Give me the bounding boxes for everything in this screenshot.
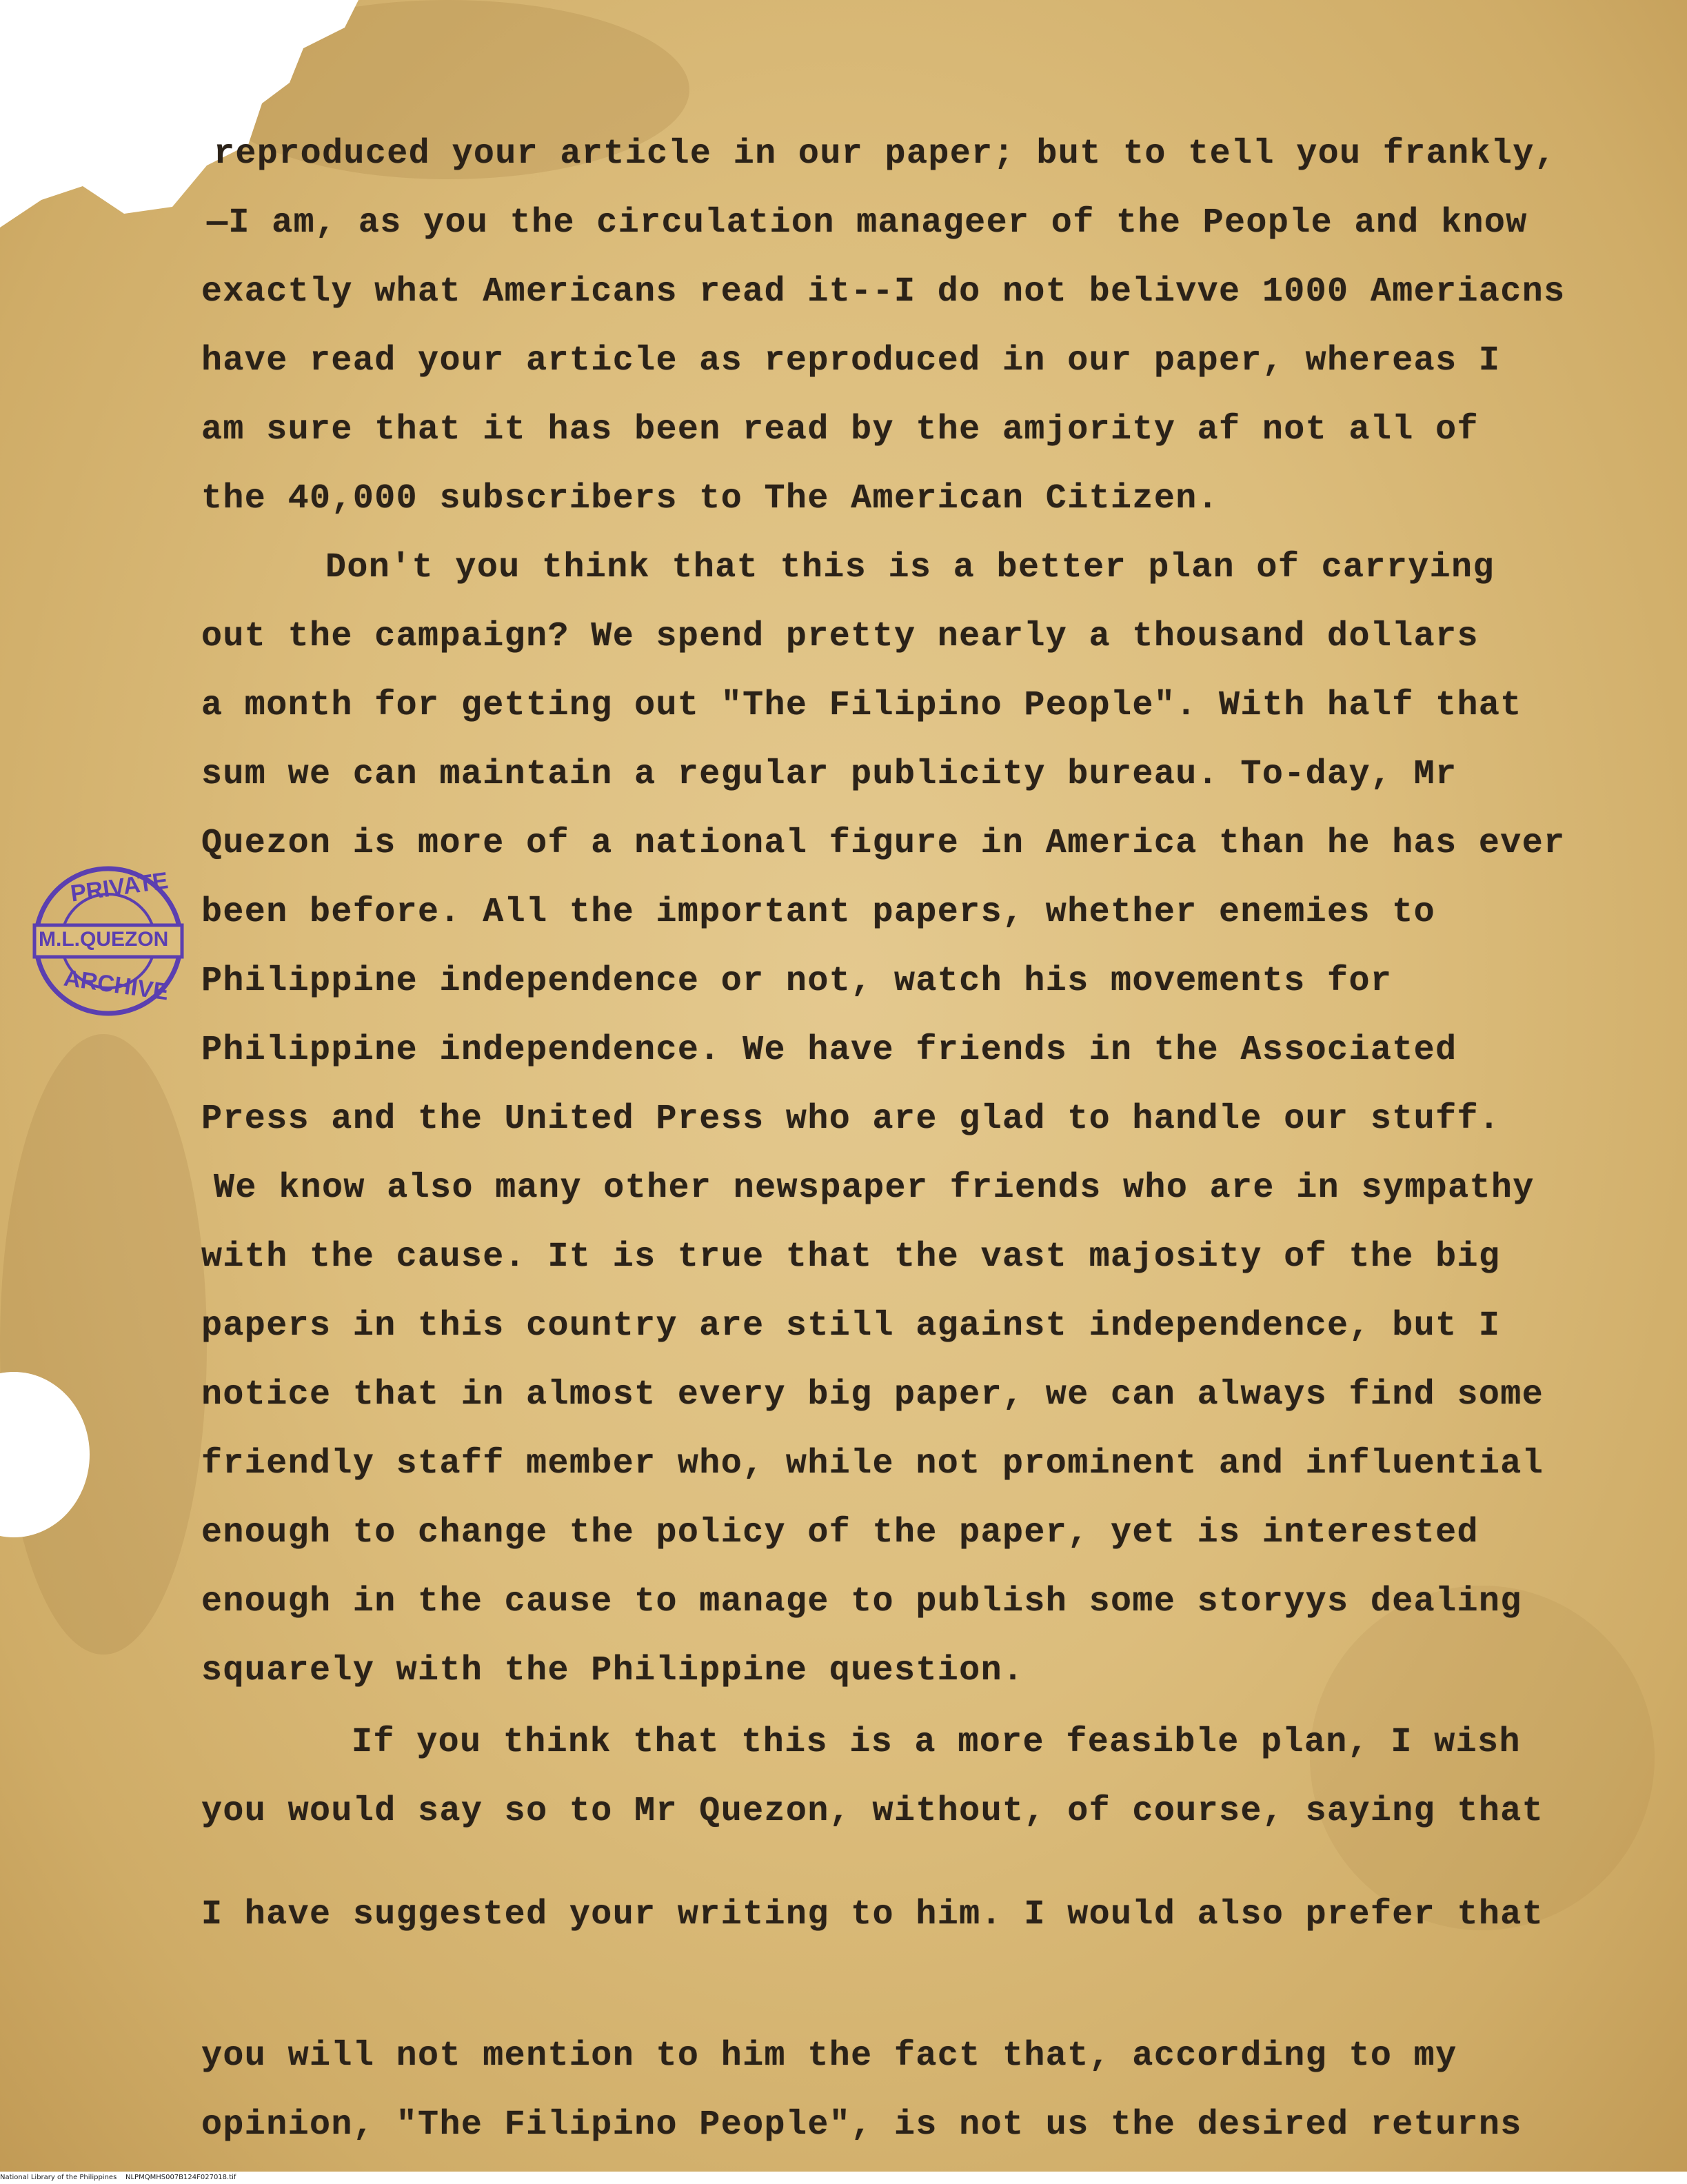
stamp-top-text: PRIVATE — [68, 867, 170, 907]
scan-footer — [0, 2172, 1687, 2184]
text-line: papers in this country are still against independence, but I — [201, 1306, 1501, 1346]
stamp-center-text: M.L.QUEZON — [39, 928, 169, 951]
text-line: Quezon is more of a national figure in America than he has ever — [201, 824, 1566, 863]
text-line: friendly staff member who, while not prominent and influential — [201, 1444, 1544, 1484]
text-line: enough to change the policy of the paper, yet is interested — [201, 1513, 1479, 1553]
text-line: notice that in almost every big paper, we can always find some — [201, 1375, 1544, 1415]
text-line: squarely with the Philippine question. — [201, 1651, 1024, 1690]
text-line: you would say so to Mr Quezon, without, of course, saying that — [201, 1792, 1544, 1831]
text-line: with the cause. It is true that the vast majosity of the big — [201, 1237, 1501, 1277]
stamp-bottom-text: ARCHIVE — [62, 964, 171, 1006]
text-line: Philippine independence. We have friends in the Associated — [201, 1031, 1457, 1070]
text-line: We know also many other newspaper friends who are in sympathy — [214, 1169, 1535, 1208]
text-line: Don't you think that this is a better plan of carrying — [325, 548, 1495, 587]
text-line: If you think that this is a more feasible plan, I wish — [352, 1723, 1521, 1762]
footer-file-id: NLPMQMHS007B124F027018.tif — [125, 2174, 236, 2181]
text-line: sum we can maintain a regular publicity bureau. To-day, Mr — [201, 755, 1457, 794]
text-line: reproduced your article in our paper; but to tell you frankly, — [214, 134, 1557, 174]
text-line: a month for getting out "The Filipino People". With half that — [201, 686, 1522, 725]
text-line: out the campaign? We spend pretty nearly a thousand dollars — [201, 617, 1479, 656]
footer-library: National Library of the Philippines — [0, 2174, 117, 2181]
text-line: Press and the United Press who are glad to handle our stuff. — [201, 1100, 1501, 1139]
text-line: am sure that it has been read by the amjority af not all of — [201, 410, 1479, 449]
text-line: opinion, "The Filipino People", is not us the desired returns — [201, 2105, 1522, 2145]
text-line: —I am, as you the circulation manageer of the People and know — [207, 203, 1528, 243]
text-line: Philippine independence or not, watch his movements for — [201, 962, 1393, 1001]
text-line: exactly what Americans read it--I do not belivve 1000 Ameriacns — [201, 272, 1566, 312]
text-line: the 40,000 subscribers to The American Citizen. — [201, 479, 1220, 518]
text-line: have read your article as reproduced in our paper, whereas I — [201, 341, 1501, 381]
text-line: you will not mention to him the fact that, according to my — [201, 2036, 1457, 2076]
text-line: been before. All the important papers, whether enemies to — [201, 893, 1436, 932]
text-line: I have suggested your writing to him. I would also prefer that — [201, 1895, 1544, 1934]
text-line: enough in the cause to manage to publish some storyys dealing — [201, 1582, 1522, 1621]
